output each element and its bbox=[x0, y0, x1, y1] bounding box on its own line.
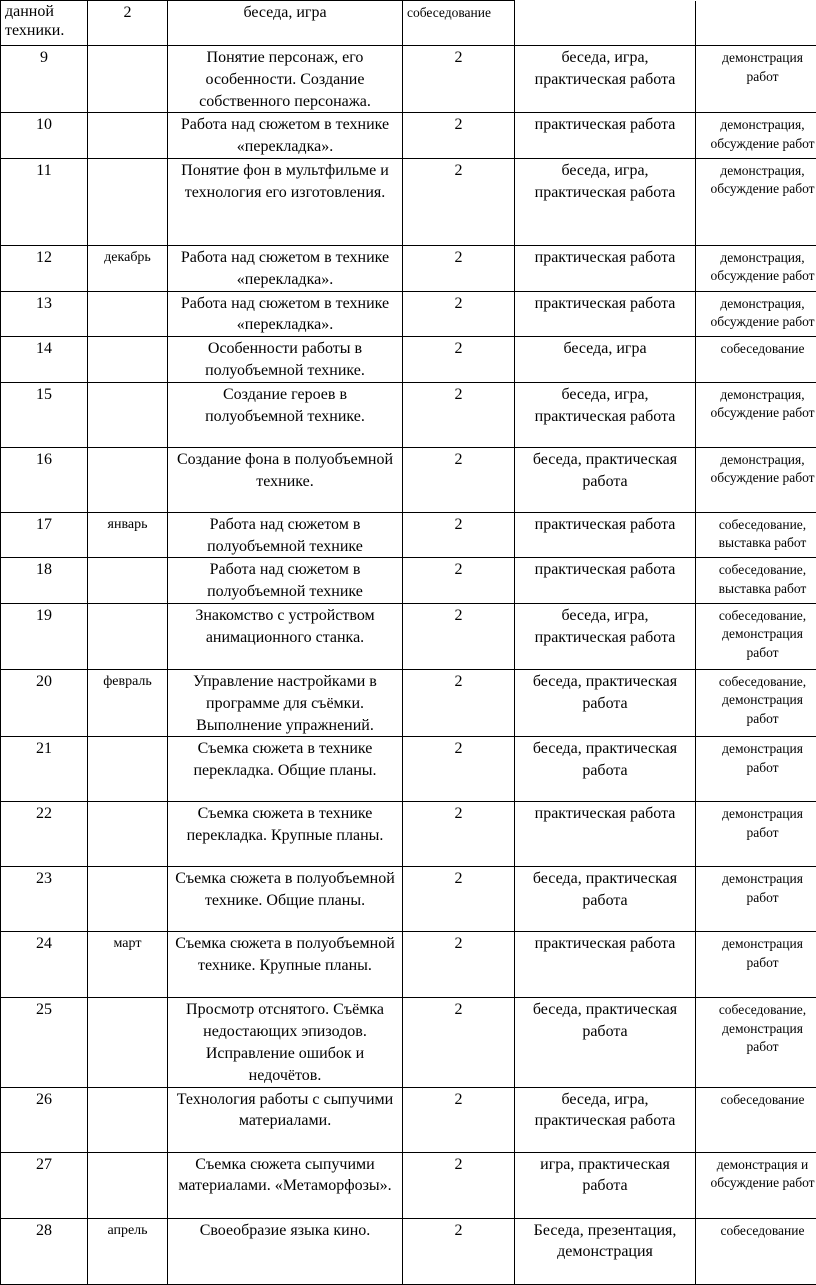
row-topic: Создание героев в полуобъемной технике. bbox=[168, 382, 403, 447]
row-hours: 2 bbox=[403, 158, 515, 245]
empty-cell bbox=[515, 1, 696, 46]
row-number: 11 bbox=[1, 158, 88, 245]
row-topic: Понятие персонаж, его особенности. Создание собственного персонажа. bbox=[168, 46, 403, 113]
row-topic: Съемка сюжета в технике перекладка. Крупные планы. bbox=[168, 802, 403, 867]
row-hours: 2 bbox=[403, 291, 515, 337]
row-form: беседа, игра, практическая работа bbox=[515, 1087, 696, 1152]
table-row bbox=[1, 337, 816, 383]
row-control: демонстрация, обсуждение работ bbox=[696, 447, 816, 512]
table-row bbox=[1, 998, 816, 1087]
row-number: 27 bbox=[1, 1152, 88, 1218]
row-form: практическая работа bbox=[515, 932, 696, 998]
row-number: 15 bbox=[1, 382, 88, 447]
continued-control-cell: собеседование bbox=[403, 1, 515, 46]
row-topic: Особенности работы в полуобъемной технике. bbox=[168, 337, 403, 383]
row-topic: Съемка сюжета в полуобъемной технике. Крупные планы. bbox=[168, 932, 403, 998]
row-topic: Работа над сюжетом в полуобъемной технике bbox=[168, 558, 403, 604]
row-topic: Работа над сюжетом в полуобъемной технике bbox=[168, 512, 403, 558]
table-row bbox=[1, 802, 816, 867]
table-row bbox=[1, 382, 816, 447]
row-hours: 2 bbox=[403, 1087, 515, 1152]
row-form: игра, практическая работа bbox=[515, 1152, 696, 1218]
table-row bbox=[1, 1152, 816, 1218]
row-number: 9 bbox=[1, 46, 88, 113]
row-hours: 2 bbox=[403, 1218, 515, 1284]
row-number: 10 bbox=[1, 113, 88, 159]
continued-row bbox=[1, 1, 816, 46]
row-topic: Создание фона в полуобъемной технике. bbox=[168, 447, 403, 512]
continued-hours-cell: 2 bbox=[88, 1, 168, 46]
row-month bbox=[88, 603, 168, 669]
row-month: март bbox=[88, 932, 168, 998]
table-row bbox=[1, 558, 816, 604]
row-month bbox=[88, 802, 168, 867]
row-month bbox=[88, 382, 168, 447]
row-form: беседа, практическая работа bbox=[515, 998, 696, 1087]
row-form: беседа, игра bbox=[515, 337, 696, 383]
row-control: демонстрация, обсуждение работ bbox=[696, 245, 816, 291]
row-topic: Съемка сюжета сыпучими материалами. «Метаморфозы». bbox=[168, 1152, 403, 1218]
row-topic: Технология работы с сыпучими материалами. bbox=[168, 1087, 403, 1152]
row-topic: Понятие фон в мультфильме и технология его изготовления. bbox=[168, 158, 403, 245]
row-form: беседа, практическая работа bbox=[515, 737, 696, 802]
table-row bbox=[1, 932, 816, 998]
row-month: декабрь bbox=[88, 245, 168, 291]
row-form: беседа, игра, практическая работа bbox=[515, 603, 696, 669]
row-month bbox=[88, 737, 168, 802]
table-row bbox=[1, 291, 816, 337]
row-month bbox=[88, 158, 168, 245]
row-number: 16 bbox=[1, 447, 88, 512]
row-number: 25 bbox=[1, 998, 88, 1087]
row-month bbox=[88, 558, 168, 604]
empty-cell bbox=[696, 1, 816, 46]
row-hours: 2 bbox=[403, 802, 515, 867]
row-hours: 2 bbox=[403, 113, 515, 159]
row-control: собеседование, выставка работ bbox=[696, 558, 816, 604]
row-control: собеседование bbox=[696, 337, 816, 383]
row-number: 26 bbox=[1, 1087, 88, 1152]
row-control: собеседование bbox=[696, 1087, 816, 1152]
row-month: апрель bbox=[88, 1218, 168, 1284]
row-month bbox=[88, 447, 168, 512]
row-hours: 2 bbox=[403, 669, 515, 736]
row-number: 19 bbox=[1, 603, 88, 669]
row-number: 17 bbox=[1, 512, 88, 558]
row-topic: Управление настройками в программе для съёмки. Выполнение упражнений. bbox=[168, 669, 403, 736]
row-topic: Работа над сюжетом в технике «перекладка». bbox=[168, 245, 403, 291]
table-row bbox=[1, 1087, 816, 1152]
row-topic: Своеобразие языка кино. bbox=[168, 1218, 403, 1284]
row-number: 22 bbox=[1, 802, 88, 867]
row-control: собеседование, выставка работ bbox=[696, 512, 816, 558]
row-number: 12 bbox=[1, 245, 88, 291]
row-hours: 2 bbox=[403, 932, 515, 998]
row-hours: 2 bbox=[403, 46, 515, 113]
row-month bbox=[88, 998, 168, 1087]
row-form: беседа, практическая работа bbox=[515, 447, 696, 512]
row-control: собеседование bbox=[696, 1218, 816, 1284]
row-hours: 2 bbox=[403, 998, 515, 1087]
row-control: демонстрация работ bbox=[696, 46, 816, 113]
row-topic: Просмотр отснятого. Съёмка недостающих эпизодов. Исправление ошибок и недочётов. bbox=[168, 998, 403, 1087]
row-hours: 2 bbox=[403, 1152, 515, 1218]
row-form: беседа, игра, практическая работа bbox=[515, 158, 696, 245]
row-form: Беседа, презентация, демонстрация bbox=[515, 1218, 696, 1284]
row-form: беседа, игра, практическая работа bbox=[515, 382, 696, 447]
row-form: практическая работа bbox=[515, 113, 696, 159]
row-number: 20 bbox=[1, 669, 88, 736]
row-topic: Знакомство с устройством анимационного станка. bbox=[168, 603, 403, 669]
row-month bbox=[88, 46, 168, 113]
row-form: беседа, игра, практическая работа bbox=[515, 46, 696, 113]
row-month bbox=[88, 1152, 168, 1218]
table-row bbox=[1, 669, 816, 736]
row-number: 23 bbox=[1, 867, 88, 932]
row-control: демонстрация работ bbox=[696, 802, 816, 867]
row-month bbox=[88, 113, 168, 159]
table-row bbox=[1, 1218, 816, 1284]
row-hours: 2 bbox=[403, 245, 515, 291]
row-control: демонстрация, обсуждение работ bbox=[696, 382, 816, 447]
row-hours: 2 bbox=[403, 337, 515, 383]
row-control: демонстрация работ bbox=[696, 867, 816, 932]
table-row bbox=[1, 737, 816, 802]
row-form: практическая работа bbox=[515, 558, 696, 604]
table-row bbox=[1, 46, 816, 113]
row-month bbox=[88, 867, 168, 932]
table-row bbox=[1, 158, 816, 245]
table-row bbox=[1, 245, 816, 291]
row-month bbox=[88, 1087, 168, 1152]
row-control: собеседование, демонстрация работ bbox=[696, 669, 816, 736]
row-form: практическая работа bbox=[515, 512, 696, 558]
table-row bbox=[1, 113, 816, 159]
row-hours: 2 bbox=[403, 603, 515, 669]
row-form: беседа, практическая работа bbox=[515, 669, 696, 736]
row-topic: Съемка сюжета в технике перекладка. Общие планы. bbox=[168, 737, 403, 802]
row-hours: 2 bbox=[403, 737, 515, 802]
row-control: демонстрация и обсуждение работ bbox=[696, 1152, 816, 1218]
row-number: 18 bbox=[1, 558, 88, 604]
row-control: собеседование, демонстрация работ bbox=[696, 998, 816, 1087]
row-form: практическая работа bbox=[515, 802, 696, 867]
row-topic: Работа над сюжетом в технике «перекладка». bbox=[168, 291, 403, 337]
row-number: 14 bbox=[1, 337, 88, 383]
continued-form-cell: беседа, игра bbox=[168, 1, 403, 46]
row-control: демонстрация, обсуждение работ bbox=[696, 158, 816, 245]
row-month: февраль bbox=[88, 669, 168, 736]
row-month bbox=[88, 291, 168, 337]
row-number: 24 bbox=[1, 932, 88, 998]
row-control: демонстрация работ bbox=[696, 932, 816, 998]
row-number: 21 bbox=[1, 737, 88, 802]
row-hours: 2 bbox=[403, 447, 515, 512]
row-form: практическая работа bbox=[515, 291, 696, 337]
continued-text-cell: данной техники. bbox=[1, 1, 88, 46]
table-row bbox=[1, 447, 816, 512]
row-hours: 2 bbox=[403, 558, 515, 604]
row-form: беседа, практическая работа bbox=[515, 867, 696, 932]
table-row bbox=[1, 603, 816, 669]
row-form: практическая работа bbox=[515, 245, 696, 291]
row-control: демонстрация работ bbox=[696, 737, 816, 802]
row-number: 28 bbox=[1, 1218, 88, 1284]
row-hours: 2 bbox=[403, 382, 515, 447]
row-hours: 2 bbox=[403, 867, 515, 932]
row-control: демонстрация, обсуждение работ bbox=[696, 291, 816, 337]
row-month bbox=[88, 337, 168, 383]
row-topic: Съемка сюжета в полуобъемной технике. Общие планы. bbox=[168, 867, 403, 932]
table-row bbox=[1, 867, 816, 932]
row-topic: Работа над сюжетом в технике «перекладка». bbox=[168, 113, 403, 159]
table-row bbox=[1, 512, 816, 558]
row-control: собеседование, демонстрация работ bbox=[696, 603, 816, 669]
row-month: январь bbox=[88, 512, 168, 558]
row-number: 13 bbox=[1, 291, 88, 337]
row-control: демонстрация, обсуждение работ bbox=[696, 113, 816, 159]
row-hours: 2 bbox=[403, 512, 515, 558]
